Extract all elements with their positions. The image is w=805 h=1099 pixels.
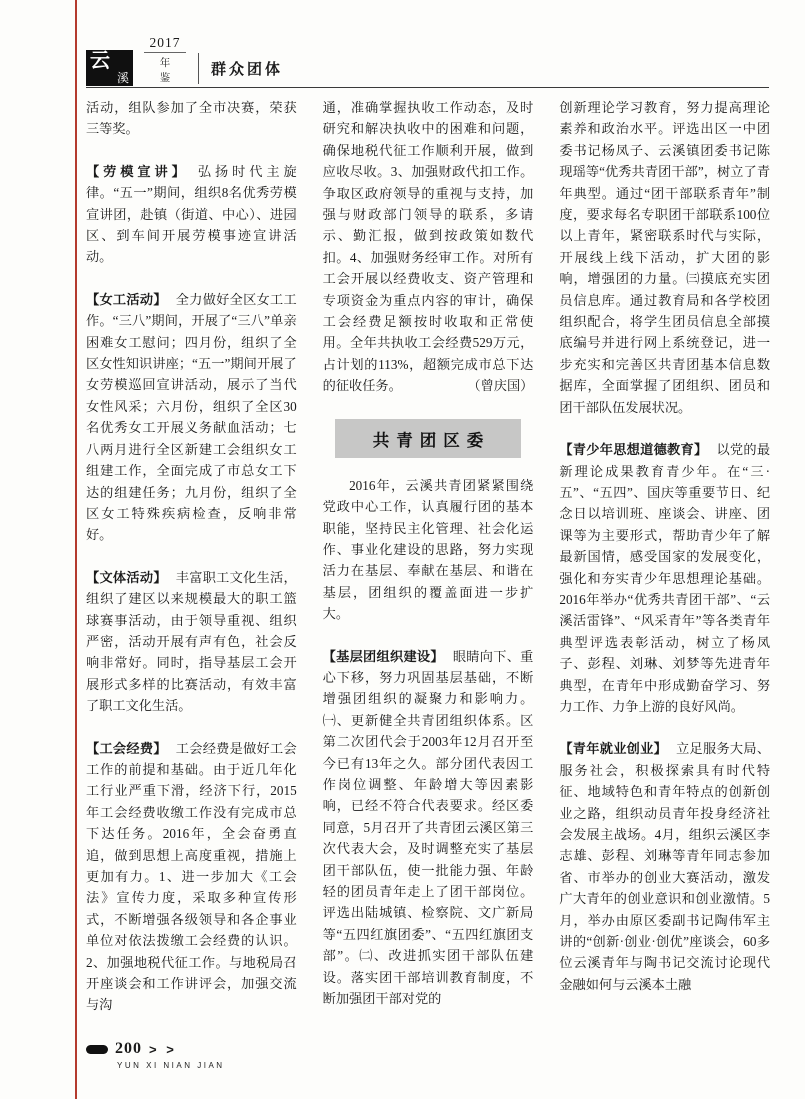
entry-paragraph: 【基层团组织建设】 眼睛向下、重心下移，努力巩固基层基础，不断增强团组织的凝聚力和影响力。㈠、更新健全共青团组织体系。区第二次团代会于2003年12月召开至今已有13年之久。部分团代表因工作岗位调整、年龄增大等因素影响，已经不符合代表要求。经区委同意，5月召开了共青团云溪区第三次代表大会，及时调整充实了基层团干部队伍，使一批能力强、年龄轻的团员青年走上了团干部岗位。评选出陆城镇、检察院、文广新局等“五四红旗团委”、“五四红旗团支部”。㈡、改进抓实团干部队伍建设。落实团干部培训教育制度，不断加强团干部对党的 <box>322 648 534 1007</box>
column-3 <box>559 97 770 1035</box>
entry-paragraph: 【劳模宣讲】 弘扬时代主旋律。“五一”期间，组织8名优秀劳模宣讲团，赴镇（街道、中心）、进园区、到车间开展劳模事迹宣讲活动。 <box>86 163 297 265</box>
entry-label: 【文体活动】 <box>86 569 167 585</box>
author-attribution: （曾庆国） <box>467 378 534 394</box>
masthead-divider <box>198 53 199 84</box>
masthead <box>86 35 769 88</box>
page-footer <box>86 1040 326 1070</box>
masthead-section-title: 群众团体 <box>211 61 284 78</box>
entry-paragraph: 【女工活动】 全力做好全区女工工作。“三八”期间，开展了“三八”单亲困难女工慰问；四月份，组织了全区女性知识讲座；“五一”期间开展了女劳模巡回宣讲活动，展示了当代女性风采；六月份，组织了全区30名优秀女工开展义务献血活动；七八两月进行全区新建工会组织女工组建工作，全面完成了市总女工下达的组建任务；九月份，组织了全区女工特殊疾病检查，反响非常好。 <box>86 291 297 543</box>
entry-paragraph: 【文体活动】 丰富职工文化生活，组织了建区以来规模最大的职工篮球赛事活动，由于领导重视、组织严密，活动开展有声有色，社会反响非常好。同时，指导基层工会开展形式多样的比赛活动，有效丰富了职工文化生活。 <box>86 569 297 714</box>
left-red-rule <box>75 0 77 1099</box>
logo-char-yun: 云 <box>90 50 110 72</box>
paragraph: 创新理论学习教育，努力提高理论素养和政治水平。评选出区一中团委书记杨凤子、云溪镇团委书记陈现瑶等“优秀共青团干部”，树立了青年典型。通过“团干部联系青年”制度，要求每名专职团干部联系100位以上青年，紧密联系时代与实际，开展线上线下活动，扩大团的影响，增强团的力量。㈢摸底充实团员信息库。通过教育局和各学校团组织配合，将学生团员信息全部摸底编号并进行网上系统登记，进一步充实和完善区共青团基本信息数据库，全面掌握了团组织、团员和团干部队伍发展状况。 <box>559 100 770 415</box>
year-block <box>144 35 186 87</box>
footer-line <box>86 1040 326 1058</box>
masthead-yearbook-label: 年 鉴 <box>159 57 176 84</box>
entry-label: 【女工活动】 <box>86 291 167 307</box>
logo-char-xi: 溪 <box>116 71 129 85</box>
section-header-title: 共青团区委 <box>372 431 491 450</box>
entry-paragraph: 【青少年思想道德教育】 以党的最新理论成果教育青少年。在“三·五”、“五四”、国庆等重要节日、纪念日以培训班、座谈会、讲座、团课等为主要形式，帮助青少年了解最新国情，感受国家的发展变化，强化和夯实青少年思想理论基础。2016年举办“优秀共青团干部”、“云溪活雷锋”、“风采青年”等各类青年典型评选表彰活动，树立了杨凤子、彭程、刘琳、刘梦等先进青年典型，在青年中形成勤奋学习、努力工作、力争上游的良好风尚。 <box>559 442 770 714</box>
yunxi-logo <box>86 50 133 86</box>
paragraph: 通，准确掌握执收工作动态，及时研究和解决执收中的困难和问题，确保地税代征工作顺利开展，做到应收尽收。3、加强财政代扣工作。争取区政府领导的重视与支持，加强与财政部门领导的联系，多请示、勤汇报，做到按政策如数代扣。4、加强财务经审工作。对所有工会开展以经费收支、资产管理和专项资金为重点内容的审计，确保工会经费足额按时收取和正常使用。全年共执收工会经费529万元，占计划的113%，超额完成市总下达的征收任务。 （曾庆国） <box>323 97 534 397</box>
footer-romanized-title: YUN XI NIAN JIAN <box>117 1061 225 1070</box>
page-number-arrows: > > <box>149 1041 177 1057</box>
entry-paragraph: 【青年就业创业】 立足服务大局、服务社会，积极探索具有时代特征、地域特色和青年特点的创新创业之路，组织动员青年投身经济社会发展主战场。4月，组织云溪区李志雄、彭程、刘琳等青年同志参加省、市举办的创业大赛活动，激发广大青年的创业意识和创业激情。5月，举办由原区委副书记陶伟军主讲的“创新·创业·创优”座谈会，60多位云溪青年与陶书记交流讨论现代金融如何与云溪本土融 <box>559 741 770 992</box>
entry-label: 【青少年思想道德教育】 <box>559 442 708 458</box>
column-2 <box>323 97 534 1035</box>
column-1 <box>86 97 297 1035</box>
paragraph: 2016年，云溪共青团紧紧围绕党政中心工作，认真履行团的基本职能，坚持民主化管理、社会化运作、事业化建设的思路，努力实现活力在基层、奉献在基层、和谐在基层，团组织的覆盖面进一步扩大。 <box>322 477 534 622</box>
footer-pill-mark <box>86 1045 108 1054</box>
entry-label: 【劳模宣讲】 <box>86 163 189 179</box>
entry-label: 【工会经费】 <box>86 740 167 756</box>
entry-label: 【基层团组织建设】 <box>322 648 444 664</box>
paragraph: 活动，组队参加了全市决赛，荣获三等奖。 <box>86 100 297 137</box>
entry-label: 【青年就业创业】 <box>559 741 668 757</box>
section-header-box <box>335 419 522 458</box>
text-columns <box>86 97 770 1035</box>
masthead-year: 2017 <box>144 35 186 53</box>
page-number: 200 <box>115 1040 142 1057</box>
entry-paragraph: 【工会经费】 工会经费是做好工会工作的前提和基础。由于近几年化工行业严重下滑，经济下行，2015年工会经费收缴工作没有完成市总下达任务。2016年，全会奋勇直追，做到思想上高度重视，措施上更加有力。1、进一步加大《工会法》宣传力度，采取多种宣传形式，不断增强各级领导和各企事业单位对依法拨缴工会经费的认识。2、加强地税代征工作。与地税局召开座谈会和工作讲评会，加强交流与沟 <box>86 740 297 1013</box>
